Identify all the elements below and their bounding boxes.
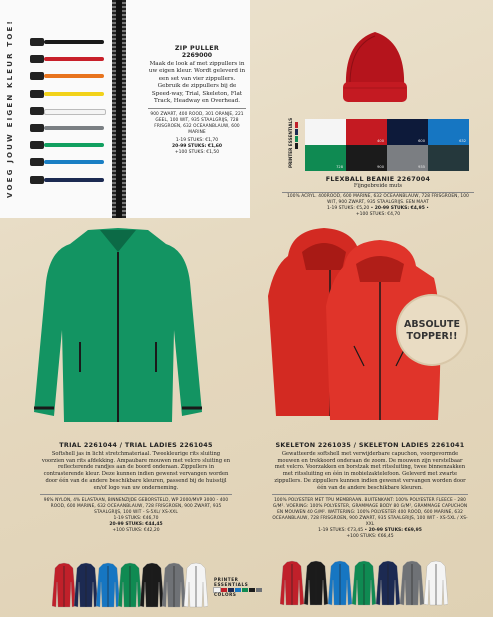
color-swatch (387, 119, 428, 145)
jacket-thumbnail (162, 562, 186, 608)
skeleton-description: Gewatteerde softshell met verwijderbare capuchon, voorgevormde mouwen en trekkoord onderaan de zoom. De mouwen zijn verstelbaar met velcro. Voorzakken en borstzak met ritssluiting, twee binnenzakken met ritssluiting en één in mobielzaktelefoon. Geleverd met zwarte zippullers. De zippullers kunnen indien gewenst vervangen worden door één van de andere beschikbare kleuren. (274, 451, 466, 491)
zip-puller-description: Maak de look af met zippullers in uw eigen kleur. Wordt geleverd in een set van vier zippullers. Gebruik de zippullers bij de Speed-way, Trial, Skeleton, Flat Track, Headway en Overhead. (148, 61, 246, 105)
swatch-code: 600 (418, 139, 425, 143)
jacket-thumbnail (352, 560, 376, 606)
beanie-color-swatches (305, 119, 469, 171)
color-swatch (346, 119, 387, 145)
zip-puller-colors: 900 ZWART, 400 ROOD, 301 ORANJE, 221 GEEL, 100 WIT, 935 STAALGRIJS, 728 FRISGROEN, 632 OCEAANBLAUW, 600 MARINE (150, 111, 244, 135)
pe-color-bar (242, 588, 248, 592)
zip-puller (30, 38, 106, 46)
jacket-thumbnail (74, 562, 98, 608)
beanie-price-3: +100 STUKS: €4,70 (355, 212, 401, 218)
vertical-slogan: VOEG JOUW EIGEN KLEUR TOE! (6, 19, 14, 199)
beanie-subtitle: Fijngebreide muts (353, 183, 403, 189)
beanie-prices: 1-19 STUKS: €5,20 • 20-99 STUKS: €4,95 • (327, 206, 429, 212)
divider (148, 108, 246, 109)
divider (272, 494, 468, 495)
jacket-thumbnail (96, 562, 120, 608)
jacket-thumbnail (118, 562, 142, 608)
trial-price-3: +100 STUKS: €42,20 (112, 527, 160, 533)
swatch-code: 400 (377, 139, 384, 143)
badge-line-2: TOPPER!! (406, 331, 458, 342)
jacket-thumbnail (424, 560, 448, 606)
pe-badge-text: PRINTER ESSENTIALS (288, 118, 293, 168)
zip-puller-code: 2269000 (181, 52, 213, 59)
jacket-thumbnail (140, 562, 164, 608)
zip-puller (30, 158, 106, 166)
swatch-code: 900 (377, 165, 384, 169)
zip-puller (30, 72, 106, 80)
jacket-thumbnail (280, 560, 304, 606)
trial-spec: 96% NYLON, 4% ELASTAAN, BINNENZIJDE GEBORSTELD, WP 2000/MVP 3000 - 400 ROOD, 600 MARINE, 632 OCEAANBLAUW, 728 FRISGROEN, 900 ZWART, 935 STAALGRIJS, 100 WIT - S-5XL/ XS-XXL (43, 497, 229, 515)
skeleton-prices: 1-19 STUKS: €73,45 • 20-99 STUKS: €69,95 (318, 527, 422, 533)
pe-label-1: PRINTER ESSENTIALS (214, 577, 249, 587)
jacket-thumbnail (376, 560, 400, 606)
skeleton-spec: 100% POLYESTER MET TPU MEMBRAAN. BUITENKANT: 100% POLYESTER FLEECE - 280 G/M². VOERING: 100% POLYESTER, GRAMMAGE BODY 80 G/M², GRAMMAGE CAPUCHON EN MOUWEN 40 G/M². WATTERING: 100% POLYESTER 400 ROOD, 600 MARINE, 632 OCEAANBLAUW, 728 FRISGROEN, 900 ZWART, 935 STAALGRIJS, 100 WIT - XS-5XL / XS-XXL (272, 497, 468, 527)
zip-puller-title: ZIP PULLER (174, 44, 220, 52)
skeleton-info (272, 441, 468, 540)
zip-puller (30, 90, 106, 98)
zip-price-2: 20-99 STUKS: €1,60 (171, 143, 223, 149)
color-swatch (305, 119, 346, 145)
beanie-spec: 100% ACRYL. 400ROOD, 600 MARINE, 632 OCEAANBLAUW, 728 FRISGROEN, 100 WIT, 900 ZWART, 935 STAALGRIJS. EEN MAAT (287, 194, 469, 206)
badge-line-1: ABSOLUTE (404, 319, 460, 330)
jacket-thumbnail (304, 560, 328, 606)
pe-color-bar (249, 588, 255, 592)
trial-price-2: 20-99 STUKS: €44,45 (109, 521, 163, 527)
divider (282, 192, 474, 193)
zip-puller (30, 176, 106, 184)
beanie-title: FLEXBALL BEANIE 2267004 (325, 175, 431, 183)
skeleton-color-variants (280, 560, 452, 606)
trial-price-1: 1-19 STUKS: €46,70 (113, 515, 159, 521)
swatch-code: 728 (336, 165, 343, 169)
zip-puller (30, 141, 106, 149)
skeleton-price-3: +100 STUKS: €66,45 (346, 533, 394, 539)
divider (40, 494, 232, 495)
beanie-image (338, 24, 412, 106)
zip-puller (30, 55, 106, 63)
zip-puller-panel (0, 0, 250, 218)
pe-label-2: COLORS (214, 592, 237, 597)
trial-color-variants (52, 562, 208, 608)
color-swatch (428, 145, 469, 171)
pe-color-bar (256, 588, 262, 592)
trial-info (40, 441, 232, 534)
trial-jacket-image (30, 222, 206, 430)
color-swatch (346, 145, 387, 171)
zip-puller (30, 124, 106, 132)
zip-pullers-image (30, 38, 106, 193)
printer-essentials-colors (214, 577, 274, 597)
color-swatch (387, 145, 428, 171)
trial-description: Softshell jas in licht stretchmateriaal. Tweekleurige rits sluiting voorzien van rits afdekking. Ampaubare mouwen met velcro sluiting en reflecterende randjes aan de boord onderaan. Zippullers in contrasterende kleur. Deze kunnen indien gewenst vervangen worden door één van de andere beschikbare kleuren, passend bij de huisstijl en/of logo van uw onderneming. (41, 451, 231, 491)
jacket-thumbnail (400, 560, 424, 606)
jacket-thumbnail (184, 562, 208, 608)
jacket-thumbnail (52, 562, 76, 608)
beanie-info (282, 175, 474, 218)
swatch-code: 632 (459, 139, 466, 143)
zip-puller (30, 107, 106, 115)
zip-price-1: 1-19 STUKS: €1,70 (175, 137, 219, 143)
zip-price-3: +100 STUKS: €1,50 (174, 149, 220, 155)
jacket-thumbnail (328, 560, 352, 606)
zip-puller-info (148, 44, 246, 156)
trial-title: TRIAL 2261044 / TRIAL LADIES 2261045 (59, 441, 213, 449)
printer-essentials-badge (287, 118, 301, 170)
absolute-topper-badge (398, 296, 466, 364)
zipper-image (112, 0, 126, 218)
color-swatch (305, 145, 346, 171)
swatch-code: 935 (418, 165, 425, 169)
color-swatch (428, 119, 469, 145)
skeleton-title: SKELETON 2261035 / SKELETON LADIES 2261041 (275, 441, 465, 449)
